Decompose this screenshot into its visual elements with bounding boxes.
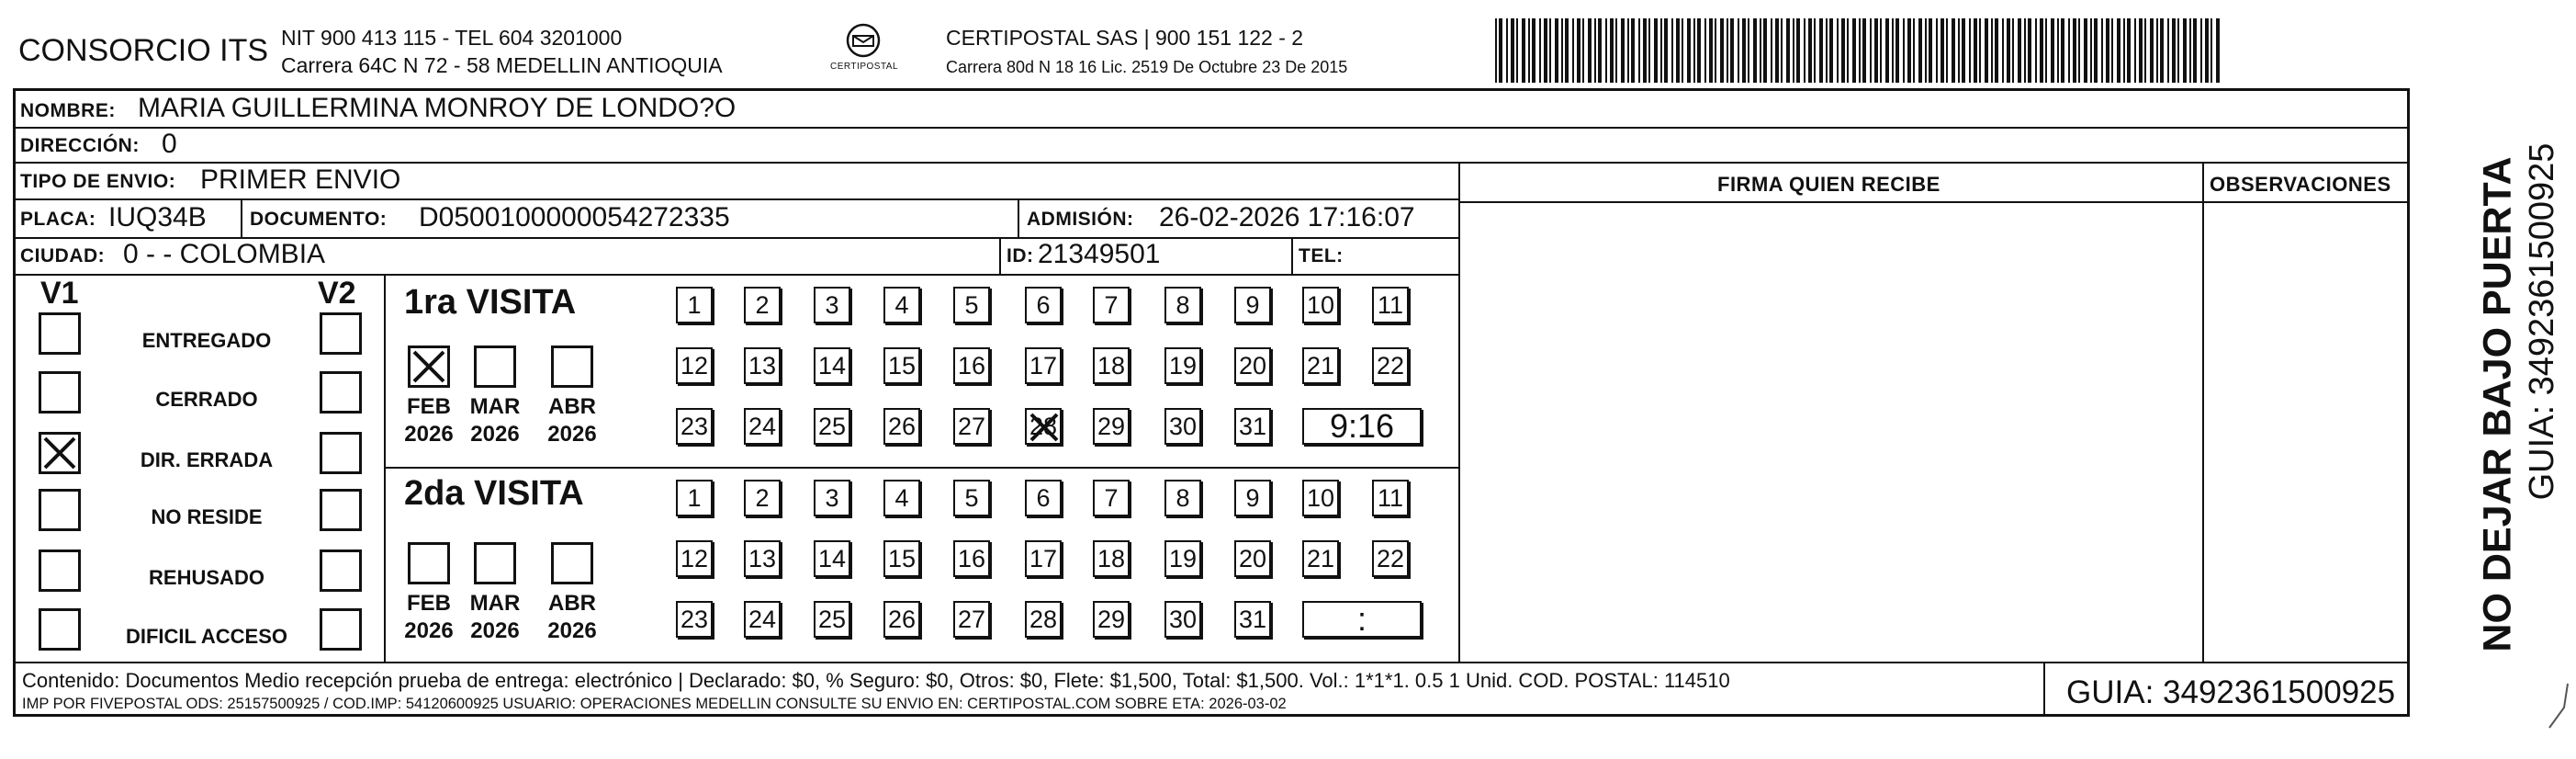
day-number: 9 <box>1245 290 1260 319</box>
v2-label: V2 <box>318 276 356 311</box>
day-box[interactable] <box>814 347 850 384</box>
x-mark-icon <box>1028 411 1061 444</box>
day-box[interactable] <box>1302 540 1339 577</box>
v2-checkbox[interactable] <box>320 371 362 413</box>
admision-value: 26-02-2026 17:16:07 <box>1159 202 1415 232</box>
time-value: 9:16 <box>1329 407 1395 445</box>
day-box[interactable] <box>1372 480 1409 516</box>
day-number: 17 <box>1029 544 1058 572</box>
day-box[interactable] <box>1025 287 1062 323</box>
frame-top <box>13 88 2410 91</box>
day-number: 23 <box>680 412 709 440</box>
day-box[interactable] <box>744 287 781 323</box>
day-number: 31 <box>1238 605 1267 633</box>
status-label: NO RESIDE <box>151 505 263 528</box>
month-label: MAR 2026 <box>469 394 521 447</box>
frame-left <box>13 88 16 717</box>
company-name: CONSORCIO ITS <box>18 33 269 68</box>
nombre-label: NOMBRE: <box>20 100 116 121</box>
status-label: CERRADO <box>155 388 258 411</box>
v2-checkbox[interactable] <box>320 549 362 592</box>
x-mark-icon <box>411 348 447 385</box>
day-box[interactable] <box>744 480 781 516</box>
admision-label: ADMISIÓN: <box>1027 209 1134 230</box>
courier-address: Carrera 80d N 18 16 Lic. 2519 De Octubre 23 De 2015 <box>946 58 1348 76</box>
day-number: 11 <box>1377 483 1404 512</box>
row-divider <box>384 467 1460 469</box>
col-divider <box>1018 198 1019 237</box>
day-box[interactable] <box>814 601 850 638</box>
day-number: 18 <box>1097 351 1126 380</box>
month-label: ABR 2026 <box>547 591 597 643</box>
day-number: 13 <box>748 351 777 380</box>
frame-right <box>2407 88 2410 717</box>
month-checkbox[interactable] <box>551 542 593 584</box>
day-box[interactable] <box>953 540 990 577</box>
tipo-envio-label: TIPO DE ENVIO: <box>20 171 176 192</box>
col-divider <box>1458 162 1460 663</box>
x-mark-icon <box>41 435 78 471</box>
ciudad-label: CIUDAD: <box>20 245 106 266</box>
day-number: 16 <box>957 544 986 572</box>
day-number: 14 <box>817 544 847 572</box>
day-box[interactable] <box>814 540 850 577</box>
day-box[interactable] <box>1164 408 1201 445</box>
day-box[interactable] <box>1164 287 1201 323</box>
day-number: 1 <box>687 483 702 512</box>
month-label: FEB 2026 <box>404 394 454 447</box>
day-box[interactable] <box>1234 601 1271 638</box>
row-divider <box>13 162 2410 164</box>
row-divider <box>13 127 2410 129</box>
day-number: 10 <box>1306 290 1335 319</box>
day-box[interactable] <box>1093 408 1130 445</box>
day-number: 17 <box>1029 351 1058 380</box>
day-box[interactable] <box>953 287 990 323</box>
day-number: 24 <box>748 412 777 440</box>
day-number: 4 <box>894 290 909 319</box>
day-number: 10 <box>1306 483 1335 512</box>
day-box[interactable] <box>1164 480 1201 516</box>
day-box[interactable] <box>883 480 920 516</box>
day-number: 8 <box>1176 290 1190 319</box>
day-number: 12 <box>680 351 709 380</box>
status-label: REHUSADO <box>149 566 264 589</box>
day-number: 14 <box>817 351 847 380</box>
visit1-title: 1ra VISITA <box>404 283 577 322</box>
month-checkbox[interactable] <box>408 542 450 584</box>
ciudad-value: 0 - - COLOMBIA <box>123 239 326 269</box>
day-box[interactable] <box>1025 540 1062 577</box>
day-number: 21 <box>1306 544 1335 572</box>
time-box[interactable] <box>1302 601 1422 638</box>
day-box[interactable] <box>883 601 920 638</box>
day-number: 5 <box>964 483 979 512</box>
day-number: 3 <box>825 290 839 319</box>
day-box[interactable] <box>1234 287 1271 323</box>
day-box[interactable] <box>744 347 781 384</box>
day-box[interactable] <box>1164 601 1201 638</box>
v1-checkbox[interactable] <box>39 371 81 413</box>
day-number: 28 <box>1029 412 1058 440</box>
day-box[interactable] <box>1093 480 1130 516</box>
no-dejar-warning: NO DEJAR BAJO PUERTA <box>2475 156 2520 652</box>
day-number: 7 <box>1104 483 1119 512</box>
day-number: 6 <box>1036 290 1051 319</box>
v1-checkbox[interactable] <box>39 312 81 355</box>
firma-header: FIRMA QUIEN RECIBE <box>1717 173 1940 196</box>
day-box[interactable] <box>953 408 990 445</box>
row-divider <box>1458 201 2410 203</box>
day-box[interactable] <box>1093 601 1130 638</box>
day-box[interactable] <box>1234 480 1271 516</box>
day-number: 28 <box>1029 605 1058 633</box>
id-label: ID: <box>1007 245 1034 266</box>
day-box[interactable] <box>1093 540 1130 577</box>
day-box[interactable] <box>953 601 990 638</box>
observaciones-header: OBSERVACIONES <box>2210 173 2391 196</box>
day-number: 30 <box>1168 412 1198 440</box>
v1-label: V1 <box>40 276 79 311</box>
day-box[interactable] <box>1164 540 1201 577</box>
day-number: 11 <box>1377 290 1404 319</box>
placa-label: PLACA: <box>20 209 96 230</box>
month-label: FEB 2026 <box>404 591 454 643</box>
contenido-text: Contenido: Documentos Medio recepción prueba de entrega: electrónico | Declarado: $0, % Seguro: $0, Otros: $0, Flete: $1,500, Total: $1,500. Vol.: 1*1*1. 0.5 1 Unid. COD. POSTAL: 114510 <box>22 669 1730 692</box>
day-box[interactable] <box>744 601 781 638</box>
day-box[interactable] <box>883 540 920 577</box>
imp-text: IMP POR FIVEPOSTAL ODS: 25157500925 / COD.IMP: 54120600925 USUARIO: OPERACIONES MEDELLIN CONSULTE SU ENVIO EN: CERTIPOSTAL.COM SOBRE ETA: 2026-03-02 <box>22 696 1287 712</box>
day-box[interactable] <box>814 408 850 445</box>
day-box[interactable] <box>1234 347 1271 384</box>
status-label: ENTREGADO <box>141 329 272 352</box>
day-number: 12 <box>680 544 709 572</box>
day-box[interactable] <box>1302 347 1339 384</box>
col-divider <box>241 198 242 237</box>
day-number: 3 <box>825 483 839 512</box>
courier-name: CERTIPOSTAL SAS | 900 151 122 - 2 <box>946 26 1304 50</box>
day-box[interactable] <box>676 480 713 516</box>
day-box[interactable] <box>676 540 713 577</box>
signature-area[interactable] <box>1462 204 2200 660</box>
day-number: 9 <box>1245 483 1260 512</box>
day-box[interactable] <box>1302 480 1339 516</box>
day-box[interactable] <box>883 347 920 384</box>
day-box[interactable] <box>744 540 781 577</box>
col-divider <box>999 237 1001 274</box>
day-box[interactable] <box>883 287 920 323</box>
day-number: 25 <box>817 412 847 440</box>
day-box[interactable] <box>1372 347 1409 384</box>
day-number: 1 <box>687 290 702 319</box>
day-number: 18 <box>1097 544 1126 572</box>
nombre-value: MARIA GUILLERMINA MONROY DE LONDO?O <box>138 93 737 123</box>
month-checkbox[interactable] <box>474 346 516 388</box>
day-number: 19 <box>1168 544 1198 572</box>
time-value: : <box>1356 600 1367 638</box>
status-label: DIR. ERRADA <box>140 448 274 471</box>
frame-bottom <box>13 714 2410 717</box>
tipo-envio-value: PRIMER ENVIO <box>200 164 401 195</box>
row-divider <box>13 274 1460 276</box>
day-box[interactable] <box>676 347 713 384</box>
documento-value: D0500100000054272335 <box>419 202 730 232</box>
day-number: 16 <box>957 351 986 380</box>
status-label: DIFICIL ACCESO <box>125 625 287 648</box>
day-box[interactable] <box>1164 347 1201 384</box>
certipostal-logo <box>827 20 900 77</box>
day-box[interactable] <box>1302 287 1339 323</box>
day-number: 2 <box>755 290 770 319</box>
day-box[interactable] <box>953 480 990 516</box>
day-number: 22 <box>1376 351 1405 380</box>
company-nit-tel: NIT 900 413 115 - TEL 604 3201000 <box>281 26 623 50</box>
day-number: 8 <box>1176 483 1190 512</box>
v2-checkbox[interactable] <box>320 608 362 651</box>
company-address: Carrera 64C N 72 - 58 MEDELLIN ANTIOQUIA <box>281 53 723 77</box>
id-value: 21349501 <box>1038 239 1161 269</box>
tel-label: TEL: <box>1299 245 1344 266</box>
day-number: 15 <box>887 544 917 572</box>
day-number: 25 <box>817 605 847 633</box>
day-number: 26 <box>887 605 917 633</box>
day-number: 26 <box>887 412 917 440</box>
day-box[interactable] <box>744 408 781 445</box>
day-box[interactable] <box>676 601 713 638</box>
row-divider <box>13 198 1460 200</box>
day-box[interactable] <box>1025 347 1062 384</box>
day-number: 29 <box>1097 412 1126 440</box>
v2-checkbox[interactable] <box>320 432 362 474</box>
guia-footer: GUIA: 3492361500925 <box>2066 674 2396 710</box>
observaciones-area[interactable] <box>2206 204 2404 660</box>
day-number: 6 <box>1036 483 1051 512</box>
col-divider <box>2202 162 2204 663</box>
day-number: 23 <box>680 605 709 633</box>
day-box[interactable] <box>676 408 713 445</box>
day-number: 7 <box>1104 290 1119 319</box>
day-number: 2 <box>755 483 770 512</box>
day-box[interactable] <box>883 408 920 445</box>
day-number: 13 <box>748 544 777 572</box>
day-box[interactable] <box>1025 480 1062 516</box>
month-checkbox[interactable] <box>408 346 450 388</box>
day-number: 21 <box>1306 351 1335 380</box>
day-box[interactable] <box>814 480 850 516</box>
day-number: 30 <box>1168 605 1198 633</box>
day-number: 31 <box>1238 412 1267 440</box>
day-number: 4 <box>894 483 909 512</box>
v1-checkbox[interactable] <box>39 432 81 474</box>
day-number: 5 <box>964 290 979 319</box>
day-box[interactable] <box>814 287 850 323</box>
month-checkbox[interactable] <box>551 346 593 388</box>
month-label: MAR 2026 <box>469 591 521 643</box>
placa-value: IUQ34B <box>108 202 207 232</box>
v1-checkbox[interactable] <box>39 549 81 592</box>
month-checkbox[interactable] <box>474 542 516 584</box>
v2-checkbox[interactable] <box>320 489 362 531</box>
logo-text: CERTIPOSTAL <box>830 62 899 72</box>
row-divider <box>13 662 2410 663</box>
day-number: 27 <box>957 605 986 633</box>
col-divider <box>2043 662 2045 715</box>
day-box[interactable] <box>1372 540 1409 577</box>
barcode <box>1495 18 2230 83</box>
day-box[interactable] <box>1234 540 1271 577</box>
col-divider <box>1291 237 1293 274</box>
day-box[interactable] <box>1025 408 1062 445</box>
day-number: 22 <box>1376 544 1405 572</box>
day-box[interactable] <box>1234 408 1271 445</box>
day-box[interactable] <box>676 287 713 323</box>
v2-checkbox[interactable] <box>320 312 362 355</box>
day-number: 20 <box>1238 351 1267 380</box>
day-number: 15 <box>887 351 917 380</box>
day-box[interactable] <box>953 347 990 384</box>
day-number: 24 <box>748 605 777 633</box>
documento-label: DOCUMENTO: <box>250 209 388 230</box>
day-box[interactable] <box>1093 287 1130 323</box>
visit2-title: 2da VISITA <box>404 474 584 513</box>
day-number: 27 <box>957 412 986 440</box>
day-box[interactable] <box>1093 347 1130 384</box>
guia-side: GUIA: 3492361500925 <box>2523 142 2561 501</box>
day-number: 20 <box>1238 544 1267 572</box>
day-box[interactable] <box>1372 287 1409 323</box>
day-box[interactable] <box>1025 601 1062 638</box>
corner-mark <box>2544 680 2571 735</box>
month-label: ABR 2026 <box>547 394 597 447</box>
direccion-value: 0 <box>162 129 177 159</box>
day-number: 19 <box>1168 351 1198 380</box>
v1-checkbox[interactable] <box>39 608 81 651</box>
day-number: 29 <box>1097 605 1126 633</box>
v1-checkbox[interactable] <box>39 489 81 531</box>
direccion-label: DIRECCIÓN: <box>20 135 140 156</box>
time-box[interactable] <box>1302 408 1422 445</box>
